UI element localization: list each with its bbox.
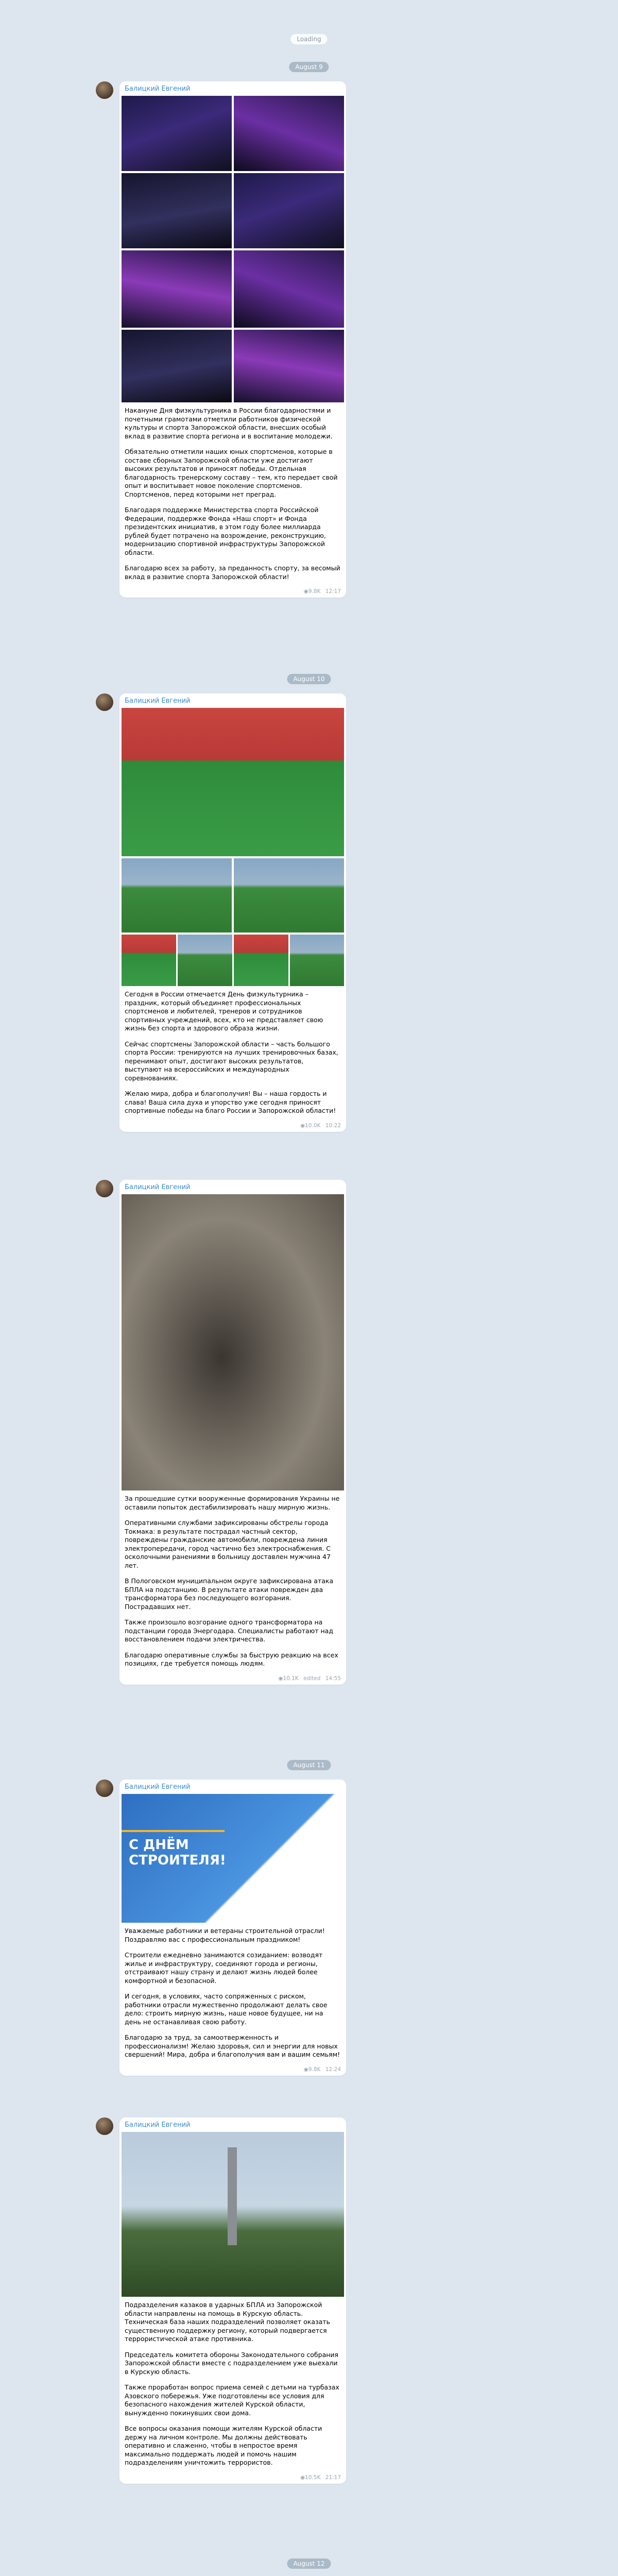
- post-author[interactable]: Балицкий Евгений: [125, 697, 191, 705]
- photo-album[interactable]: [122, 96, 344, 402]
- album-photo[interactable]: [122, 708, 344, 856]
- avatar[interactable]: [96, 81, 113, 99]
- post-text: Сегодня в России отмечается День физкультурника – праздник, который объединяет профессиональных спортсменов и любителей, тренеров и сотрудников спортивных учреждений, всех, кто не представляет свою жизнь без спорта и здорового образа жизни. Сейчас спортсмены Запорожской области – часть большого спорта России: тренируются на лучших тренировочных базах, перенимают опыт, достигают высоких результатов, выступают на всероссийских и международных соревнованиях. Желаю мира, добра и благополучия! Вы – наша гордость и слава! Ваша сила духа и упорство уже сегодня приносят спортивные победы на благо России и Запорожской области!: [125, 990, 338, 1114]
- loading-indicator: Loading: [290, 34, 327, 44]
- banner-title: С ДНЁМ СТРОИТЕЛЯ!: [129, 1837, 226, 1868]
- album-photo[interactable]: [122, 330, 232, 402]
- post-meta: [119, 1123, 346, 1132]
- views-count: ◉ 10.0K: [300, 1123, 320, 1129]
- channel-post: [119, 81, 346, 598]
- photo[interactable]: [122, 2132, 344, 2297]
- post-meta: [119, 2475, 346, 2484]
- album-photo[interactable]: [234, 250, 344, 328]
- post-photo[interactable]: [122, 1194, 344, 1490]
- post-time: 21:17: [325, 2474, 341, 2481]
- views-count: ◉ 9.8K: [304, 588, 321, 595]
- album-photo[interactable]: [122, 858, 232, 933]
- edited-label: edited: [303, 1675, 321, 1682]
- date-separator: August 12: [287, 2558, 331, 2569]
- views-count: ◉ 9.8K: [304, 2066, 321, 2073]
- photo[interactable]: [122, 1794, 344, 1923]
- avatar[interactable]: [96, 1780, 113, 1797]
- post-time: 14:55: [325, 1675, 341, 1682]
- views-count: ◉ 10.5K: [300, 2475, 320, 2481]
- post-meta: [119, 588, 346, 598]
- date-separator: August 9: [289, 62, 329, 72]
- views-count: ◉ 10.1K: [278, 1675, 298, 1682]
- post-time: 12:17: [325, 588, 341, 595]
- photo[interactable]: [122, 1194, 344, 1490]
- post-author[interactable]: Балицкий Евгений: [125, 1783, 191, 1791]
- album-photo[interactable]: [290, 935, 344, 986]
- album-photo[interactable]: [234, 330, 344, 402]
- album-photo[interactable]: [122, 935, 176, 986]
- channel-post: [119, 1180, 346, 1685]
- post-author[interactable]: Балицкий Евгений: [125, 85, 191, 93]
- avatar[interactable]: [96, 1180, 113, 1197]
- post-text: Накануне Дня физкультурника в России благодарностями и почетными грамотами отметили работников физической культуры и спорта Запорожской области, внесших особый вклад в развитие спорта региона и в воспитание молодежи. Обязательно отметили наших юных спортсменов, которые в составе сборных Запорожской области уже достигают высоких результатов и приносят победы. Отдельная благодарность тренерскому составу – тем, кто передает свой опыт и воспитывает новое поколение спортсменов. Спортсменов, перед которыми нет преград. Благодаря поддержке Министерства спорта Российской Федерации, поддержке Фонда «Наш спорт» и Фонда президентских инициатив, в этом году более миллиарда рублей будет потрачено на возрождение, реконструкцию, модернизацию спортивной инфраструктуры Запорожской области. Благодарю всех за работу, за преданность спорту, за весомый вклад в развитие спорта Запорожской области!: [125, 406, 340, 581]
- channel-post: [119, 2117, 346, 2484]
- channel-post: [119, 1780, 346, 2076]
- photo-album[interactable]: [122, 708, 344, 986]
- album-photo[interactable]: [234, 935, 288, 986]
- date-separator: August 10: [287, 674, 331, 684]
- album-photo[interactable]: [122, 96, 232, 171]
- album-photo[interactable]: [178, 935, 232, 986]
- album-photo[interactable]: [234, 96, 344, 171]
- post-author[interactable]: Балицкий Евгений: [125, 1183, 191, 1191]
- album-photo[interactable]: [234, 173, 344, 248]
- album-photo[interactable]: [122, 250, 232, 328]
- album-photo[interactable]: [122, 173, 232, 248]
- post-meta: [119, 2066, 346, 2076]
- post-author[interactable]: Балицкий Евгений: [125, 2121, 191, 2129]
- monument-column: [228, 2147, 237, 2245]
- post-time: 10:22: [325, 1122, 341, 1129]
- post-text: За прошедшие сутки вооруженные формирования Украины не оставили попыток дестабилизировать нашу мирную жизнь. Оперативными службами зафиксированы обстрелы города Токмака: в результате пострадал частный сектор, повреждены гражданские автомобили, повреждена линия электропередачи, город частично без электроснабжения. С осколочными ранениями в больницу доставлен мужчина 47 лет. В Пологовском муниципальном округе зафиксирована атака БПЛА на подстанцию. В результате атаки поврежден два трансформатора без последующего возгорания. Пострадавших нет. Также произошло возгорание одного трансформатора на подстанции города Энергодара. Специалисты работают над восстановлением подачи электричества. Благодарю оперативные службы за быструю реакцию на всех позициях, где требуется помощь людям.: [125, 1495, 340, 1667]
- post-text: Уважаемые работники и ветераны строительной отрасли! Поздравляю вас с профессиональным праздником! Строители ежедневно занимаются созиданием: возводят жилье и инфраструктуру, соединяют города и регионы, отстраивают нашу страну и делают жизнь людей более комфортной и безопасной. И сегодня, в условиях, часто сопряженных с риском, работники отрасли мужественно продолжают делать свое дело: строить мирную жизнь, наше новое будущее, ни на день не останавливая свою работу. Благодарю за труд, за самоотверженность и профессионализм! Желаю здоровья, сил и энергии для новых свершений! Мира, добра и благополучия вам и вашим семьям!: [125, 1927, 340, 2058]
- post-meta: [119, 1675, 346, 1685]
- date-separator: August 11: [287, 1760, 331, 1770]
- avatar[interactable]: [96, 693, 113, 711]
- post-text: Подразделения казаков в ударных БПЛА из Запорожской области направлены на помощь в Курскую область. Техническая база наших подразделений позволяет оказать существенную поддержку региону, который подвергается террористической атаке противника. Председатель комитета обороны Законодательного собрания Запорожской области вместе с подразделением уже выехали в Курскую область. Также проработан вопрос приема семей с детьми на турбазах Азовского побережья. Уже подготовлены все условия для безопасного нахождения жителей Курской области, вынужденно покинувших свои дома. Все вопросы оказания помощи жителям Курской области держу на личном контроле. Мы должны действовать оперативно и слаженно, чтобы в непростое время максимально поддержать людей и помочь нашим подразделениям уничтожить террористов.: [125, 2301, 339, 2466]
- post-time: 12:24: [325, 2066, 341, 2073]
- avatar[interactable]: [96, 2117, 113, 2135]
- banner-stripe: [122, 1830, 225, 1832]
- channel-post: [119, 693, 346, 1132]
- album-photo[interactable]: [234, 858, 344, 933]
